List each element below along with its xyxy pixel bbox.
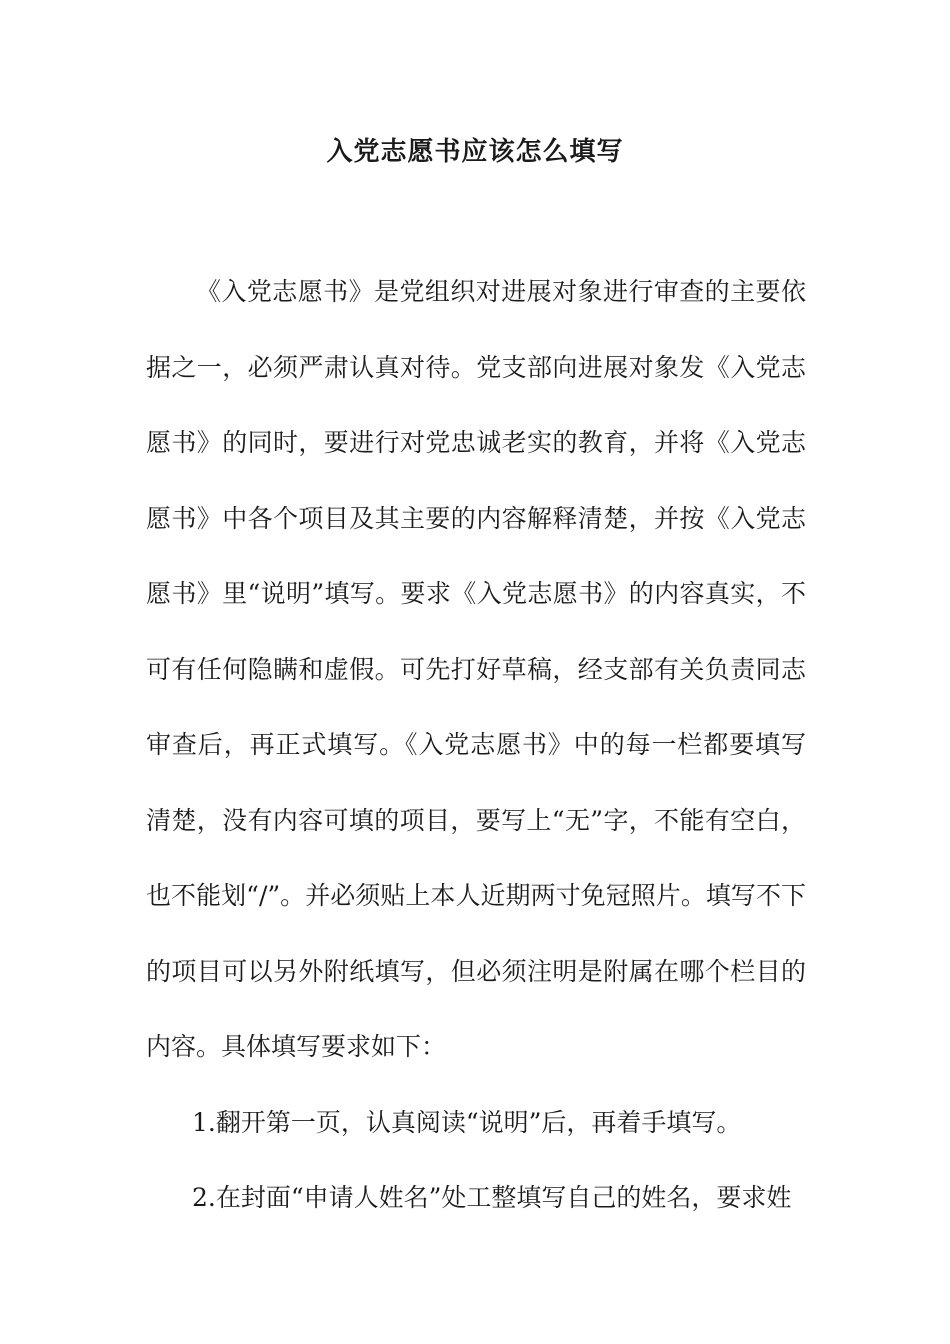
intro-paragraph: 《入党志愿书》是党组织对进展对象进行审查的主要依据之一，必须严肃认真对待。党支部向进展对象发《入党志愿书》的同时，要进行对党忠诚老实的教育，并将《入党志愿书》中各个项目及其主要的内容解释清楚，并按《入党志愿书》里“说明”填写。要求《入党志愿书》的内容真实，不可有任何隐瞒和虚假。可先打好草稿，经支部有关负责同志审查后，再正式填写。《入党志愿书》中的每一栏都要填写清楚，没有内容可填的项目，要写上“无”字，不能有空白，也不能划“/”。并必须贴上本人近期两寸免冠照片。填写不下的项目可以另外附纸填写，但必须注明是附属在哪个栏目的内容。具体填写要求如下： (146, 277, 806, 1061)
list-item: 2.在封面“申请人姓名”处工整填写自己的姓名，要求姓 (192, 1183, 792, 1212)
list-item: 1.翻开第一页，认真阅读“说明”后，再着手填写。 (192, 1107, 742, 1137)
document-body (146, 254, 806, 1236)
page-title: 入党志愿书应该怎么填写 (326, 137, 624, 167)
